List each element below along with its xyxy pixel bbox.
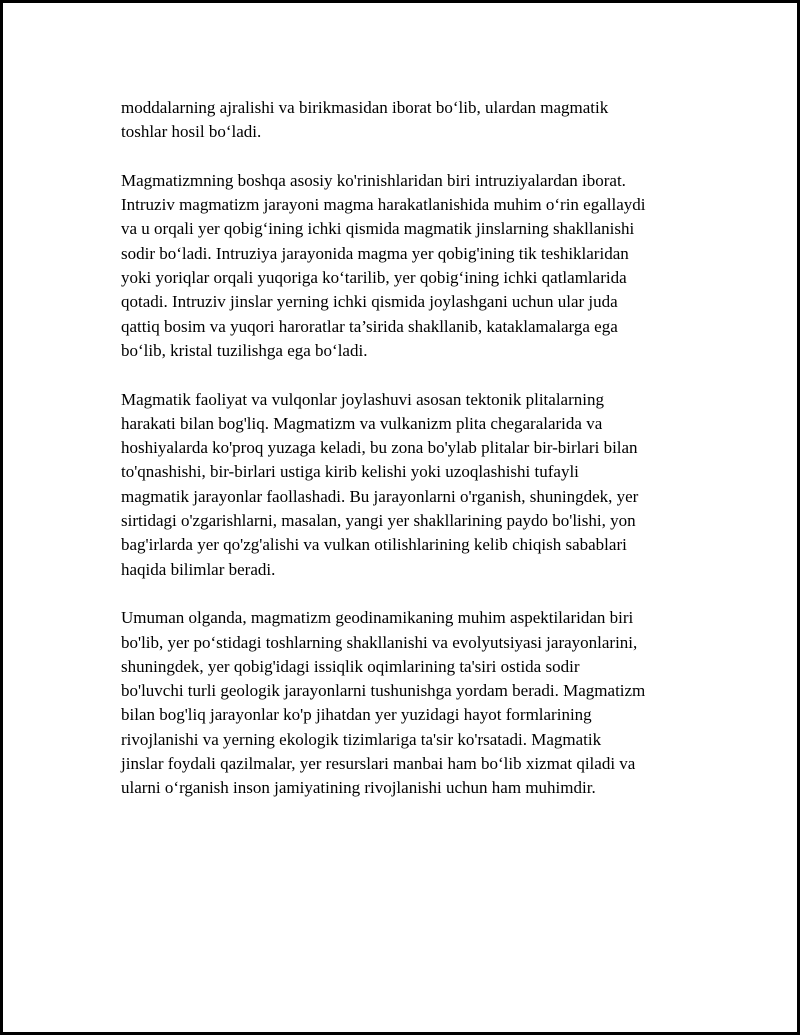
text-line: harakati bilan bog'liq. Magmatizm va vulkanizm plita chegaralarida va [121, 413, 603, 433]
text-line: magmatik jarayonlar faollashadi. Bu jarayonlarni o'rganish, shuningdek, yer [121, 486, 639, 506]
paragraph [121, 388, 691, 582]
text-line: bo'lib, yer po‘stidagi toshlarning shakllanishi va evolyutsiyasi jarayonlarini, [121, 632, 638, 652]
text-line: moddalarning ajralishi va birikmasidan iborat bo‘lib, ulardan magmatik [121, 98, 609, 117]
text-line: bo‘lib, kristal tuzilishga ega bo‘ladi. [121, 340, 368, 360]
text-line: Intruziv magmatizm jarayoni magma harakatlanishida muhim o‘rin egallaydi [121, 195, 646, 215]
text-line: yoki yoriqlar orqali yuqoriga ko‘tarilib, yer qobig‘ining ichki qatlamlarida [121, 268, 627, 288]
paragraph [121, 169, 691, 363]
text-line: to'qnashishi, bir-birlari ustiga kirib kelishi yoki uzoqlashishi tufayli [121, 462, 579, 482]
text-line: qotadi. Intruziv jinslar yerning ichki qismida joylashgani uchun ular juda [121, 292, 618, 312]
text-line: sirtidagi o'zgarishlarni, masalan, yangi yer shakllarining paydo bo'lishi, yon [121, 511, 636, 531]
text-line: sodir bo‘ladi. Intruziya jarayonida magma yer qobig'ining tik teshiklaridan [121, 243, 629, 263]
paragraph [121, 606, 691, 800]
text-line: hoshiyalarda ko'proq yuzaga keladi, bu zona bo'ylab plitalar bir-birlari bilan [121, 438, 638, 458]
text-line: ularni o‘rganish inson jamiyatining rivojlanishi uchun ham muhimdir. [121, 778, 596, 798]
text-line: bag'irlarda yer qo'zg'alishi va vulkan otilishlarining kelib chiqish sabablari [121, 535, 627, 555]
text-line: jinslar foydali qazilmalar, yer resurslari manbai ham bo‘lib xizmat qiladi va [121, 754, 636, 774]
text-line: Magmatizmning boshqa asosiy ko'rinishlaridan biri intruziyalardan iborat. [121, 170, 626, 190]
text-line: bo'luvchi turli geologik jarayonlarni tushunishga yordam beradi. Magmatizm [121, 681, 646, 701]
text-line: shuningdek, yer qobig'idagi issiqlik oqimlarining ta'siri ostida sodir [121, 656, 580, 676]
text-line: Umuman olganda, magmatizm geodinamikaning muhim aspektilaridan biri [121, 608, 634, 628]
text-line: bilan bog'liq jarayonlar ko'p jihatdan yer yuzidagi hayot formlarining [121, 705, 592, 725]
paragraph [121, 96, 691, 145]
text-line: toshlar hosil bo‘ladi. [121, 122, 262, 142]
text-line: haqida bilimlar beradi. [121, 559, 276, 579]
page-body [121, 96, 691, 825]
text-line: rivojlanishi va yerning ekologik tizimlariga ta'sir ko'rsatadi. Magmatik [121, 729, 602, 749]
text-line: Magmatik faoliyat va vulqonlar joylashuvi asosan tektonik plitalarning [121, 389, 604, 409]
text-line: va u orqali yer qobig‘ining ichki qismida magmatik jinslarning shakllanishi [121, 219, 635, 239]
text-line: qattiq bosim va yuqori haroratlar ta’sirida shakllanib, kataklamalarga ega [121, 316, 618, 336]
